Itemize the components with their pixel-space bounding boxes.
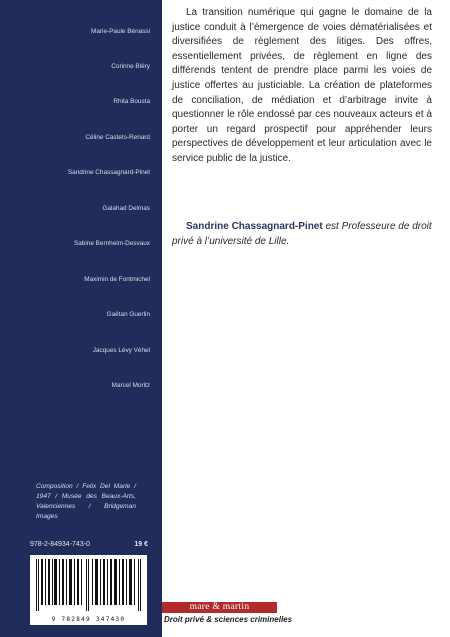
barcode-bars-icon [34, 559, 143, 611]
author-name: Corinne Bléry [111, 63, 150, 70]
author-name: Jacques Lévy Véhel [92, 347, 150, 354]
cover-image-credit: Composition / Felix Del Marle / 1947 / Musée des Beaux-Arts, Valenciennes / Bridgeman Images [36, 483, 136, 520]
author-name: Rhita Bousta [113, 98, 150, 105]
barcode [30, 555, 147, 625]
author-name: Galahad Delmas [102, 205, 150, 212]
isbn: 978-2-84934-743-0 [30, 541, 90, 548]
book-summary: La transition numérique qui gagne le domaine de la justice conduit à l’émergence de voies dématérialisées et diversifiées de règlement des litiges. Des offres, essentiellement privées, de règlement en ligne des différends tentent de prendre place parmi les voies de justice offertes au justiciable. La création de plateformes de conciliation, de médiation et d’arbitrage invite à questionner le rôle endossé par ces nouveaux acteurs et à porter un regard prospectif pour appréhender leurs perspectives de développement et leur articulation avec le service public de la justice. [172, 7, 432, 164]
editor-name: Sandrine Chassagnard-Pinet [186, 221, 323, 232]
author-name: Maximin de Fontmichel [84, 276, 150, 283]
price: 19 € [134, 541, 148, 548]
publisher-logo: mare & martin [162, 602, 277, 613]
author-name: Marcel Moritz [111, 382, 150, 389]
author-name: Céline Castets-Renard [85, 134, 150, 141]
barcode-digits: 9 782849 347430 [51, 616, 126, 623]
editor-bio-text: est Professeure de droit privé à l’université de Lille. [172, 221, 432, 247]
author-name: Sandrine Chassagnard-Pinet [67, 169, 150, 176]
collection-name: Droit privé & sciences criminelles [164, 615, 293, 624]
isbn-price-row [30, 541, 148, 548]
editor-bio [172, 220, 432, 249]
author-name: Sabine Bernheim-Desvaux [73, 240, 150, 247]
author-name: Marie-Paule Bénassi [91, 28, 150, 35]
author-name: Gaëtan Guerlin [106, 311, 150, 318]
text-panel [162, 0, 450, 637]
authors-column [0, 0, 162, 637]
